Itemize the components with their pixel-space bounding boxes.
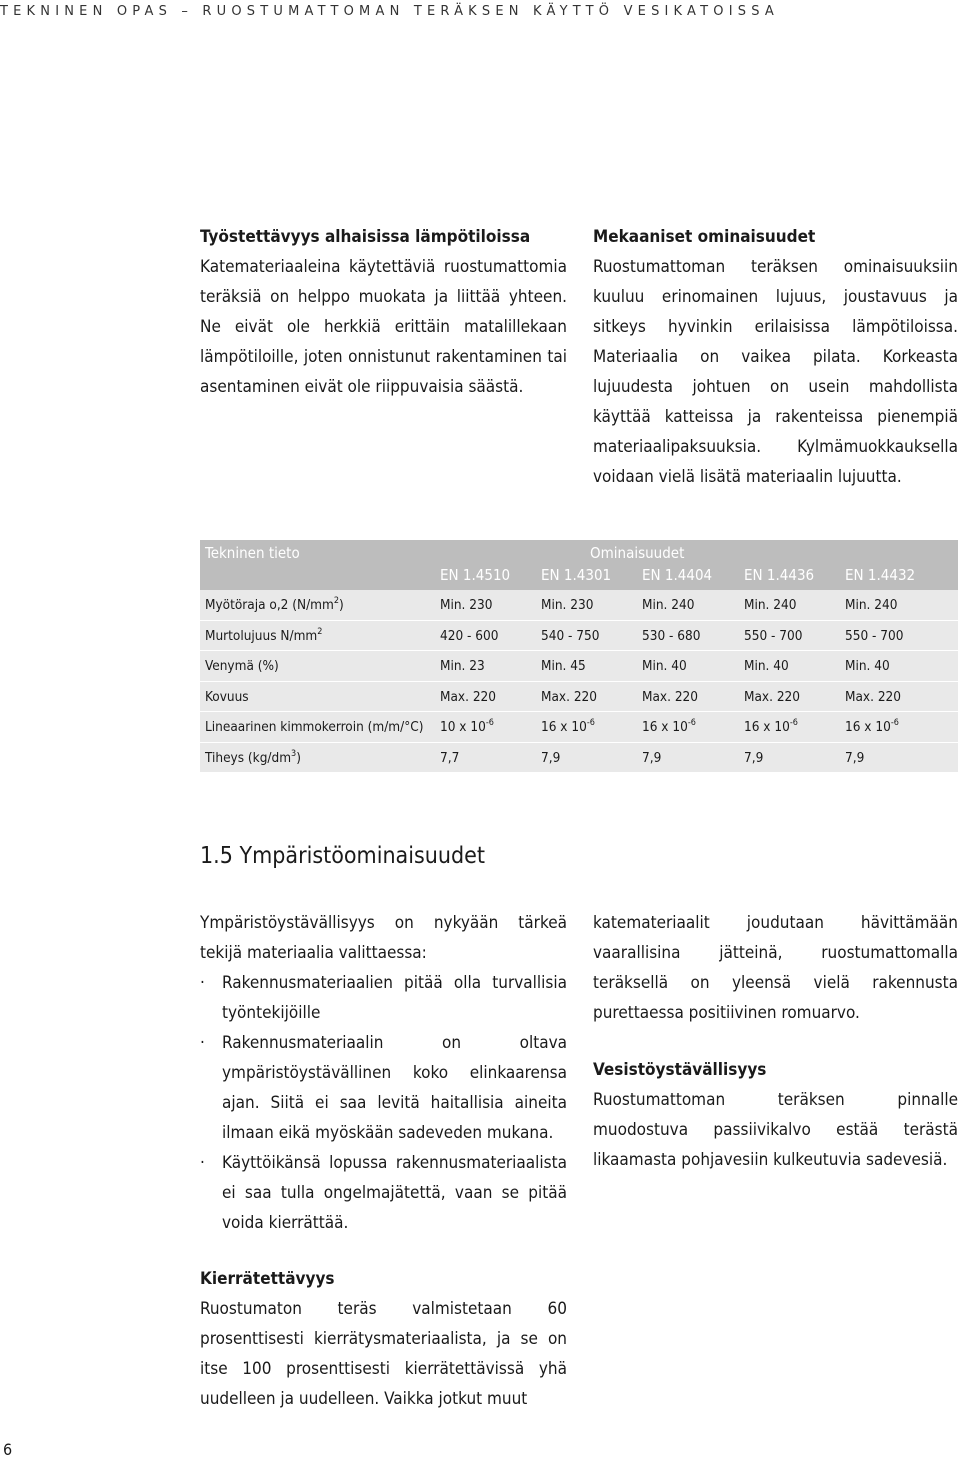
table-row bbox=[200, 712, 958, 743]
table-body bbox=[200, 590, 958, 772]
standard-column-header: EN 1.4436 bbox=[744, 566, 815, 584]
mechanical-heading: Mekaaniset ominaisuudet bbox=[593, 227, 816, 247]
cell-value: 540 - 750 bbox=[541, 627, 600, 644]
cell-value: Max. 220 bbox=[642, 688, 698, 705]
table-cell bbox=[845, 689, 901, 705]
mechanical-body: Ruostumattoman teräksen ominaisuuksiin kuuluu erinomainen lujuus, joustavuus ja sitkeys hyvinkin erilaisissa lämpötiloissa. Materiaalia on vaikea pilata. Korkeasta lujuudesta johtuen on usein mahdollista käyttää katteissa ja rakenteissa pienempiä materiaalipaksuuksia. Kylmämuokkauksella voidaan vielä lisätä materiaalin lujuutta. bbox=[593, 257, 958, 487]
table-cell bbox=[642, 750, 661, 766]
cell-value: 7,9 bbox=[845, 749, 865, 766]
cell-value: 7,9 bbox=[744, 749, 764, 766]
mechanical-section bbox=[593, 222, 958, 492]
standard-column-header: EN 1.4432 bbox=[845, 566, 916, 584]
cell-exponent: -6 bbox=[485, 718, 494, 728]
table-row bbox=[200, 590, 958, 621]
table-row-label bbox=[205, 658, 279, 674]
row-label-suffix: ) bbox=[339, 597, 344, 613]
table-row bbox=[200, 682, 958, 713]
low-temperature-heading: Työstettävyys alhaisissa lämpötiloissa bbox=[200, 227, 531, 247]
cell-value: 10 x 10 bbox=[440, 719, 486, 735]
table-cell bbox=[541, 658, 586, 674]
table-cell bbox=[744, 658, 789, 674]
cell-value: 550 - 700 bbox=[845, 627, 904, 644]
environment-section bbox=[200, 908, 567, 1238]
table-cell bbox=[744, 628, 802, 644]
row-label-text: Kovuus bbox=[205, 688, 249, 705]
table-row bbox=[200, 743, 958, 773]
cell-value: 16 x 10 bbox=[845, 719, 891, 735]
cell-value: Min. 240 bbox=[845, 597, 898, 613]
table-row bbox=[200, 651, 958, 682]
table-row-label bbox=[205, 597, 344, 613]
table-row-label bbox=[205, 719, 424, 735]
row-label-text: Tiheys (kg/dm bbox=[205, 749, 292, 766]
cell-value: 530 - 680 bbox=[642, 627, 701, 644]
cell-value: 16 x 10 bbox=[642, 719, 688, 735]
table-cell bbox=[642, 628, 700, 644]
cell-value: 7,7 bbox=[440, 749, 460, 766]
row-label-superscript: 3 bbox=[291, 748, 297, 759]
cell-value: 7,9 bbox=[642, 749, 662, 766]
standard-column-header: EN 1.4404 bbox=[642, 566, 713, 584]
environment-continuation-section bbox=[593, 908, 958, 1028]
row-label-superscript: 2 bbox=[317, 626, 323, 637]
row-label-suffix: ) bbox=[296, 749, 301, 766]
cell-exponent: -6 bbox=[890, 718, 899, 728]
table-row-label bbox=[205, 689, 249, 705]
cell-value: 7,9 bbox=[541, 749, 561, 766]
cell-value: 16 x 10 bbox=[744, 719, 790, 735]
table-cell bbox=[845, 628, 903, 644]
recycling-section bbox=[200, 1264, 567, 1414]
cell-exponent: -6 bbox=[789, 718, 798, 728]
table-cell bbox=[440, 750, 459, 766]
table-cell bbox=[642, 597, 694, 613]
cell-value: Max. 220 bbox=[845, 688, 901, 705]
table-cell bbox=[541, 689, 597, 705]
table-cell bbox=[744, 719, 798, 735]
table-cell bbox=[845, 719, 899, 735]
cell-value: Min. 240 bbox=[642, 597, 695, 613]
table-group-label: Ominaisuudet bbox=[590, 544, 685, 562]
table-cell bbox=[744, 597, 796, 613]
table-cell bbox=[642, 689, 698, 705]
table-cell bbox=[744, 689, 800, 705]
table-row bbox=[200, 621, 958, 652]
table-cell bbox=[440, 689, 496, 705]
table-cell bbox=[642, 719, 696, 735]
technical-data-table bbox=[200, 540, 958, 772]
table-header bbox=[200, 540, 958, 590]
cell-exponent: -6 bbox=[586, 718, 595, 728]
table-cell bbox=[541, 597, 593, 613]
table-cell bbox=[845, 658, 890, 674]
cell-value: Min. 240 bbox=[744, 597, 797, 613]
table-cell bbox=[440, 597, 492, 613]
row-label-text: Murtolujuus N/mm bbox=[205, 627, 318, 644]
row-label-superscript: 2 bbox=[333, 596, 339, 606]
recycling-heading: Kierrätettävyys bbox=[200, 1269, 335, 1289]
list-item: · Käyttöikänsä lopussa rakennusmateriaalista ei saa tulla ongelmajätettä, vaan se pitää voida kierrättää. bbox=[200, 1148, 567, 1238]
cell-value: Min. 40 bbox=[744, 658, 789, 674]
cell-value: Max. 220 bbox=[744, 688, 800, 705]
row-label-text: Lineaarinen kimmokerroin (m/m/°C) bbox=[205, 719, 424, 735]
row-label-text: Venymä (%) bbox=[205, 658, 279, 674]
low-temperature-body: Katemateriaaleina käytettäviä ruostumattomia teräksiä on helppo muokata ja liittää yhteen. Ne eivät ole herkkiä erittäin matalillekaan lämpötiloille, joten onnistunut rakentaminen tai asentaminen eivät ole riippuvaisia säästä. bbox=[200, 257, 567, 397]
standard-column-header: EN 1.4301 bbox=[541, 566, 612, 584]
cell-value: Min. 45 bbox=[541, 658, 586, 674]
page-number: 6 bbox=[3, 1440, 13, 1459]
table-cell bbox=[541, 719, 595, 735]
table-cell bbox=[440, 719, 494, 735]
table-cell bbox=[541, 750, 560, 766]
row-label-text: Myötöraja o,2 (N/mm bbox=[205, 597, 334, 613]
table-cell bbox=[845, 750, 864, 766]
table-header-label: Tekninen tieto bbox=[205, 544, 300, 562]
cell-value: Min. 230 bbox=[440, 597, 493, 613]
cell-value: Min. 23 bbox=[440, 658, 485, 674]
cell-value: 16 x 10 bbox=[541, 719, 587, 735]
table-cell bbox=[541, 628, 599, 644]
cell-value: 550 - 700 bbox=[744, 627, 803, 644]
water-body: Ruostumattoman teräksen pinnalle muodostuva passiivikalvo estää terästä likaamasta pohjavesiin kulkeutuvia sadevesiä. bbox=[593, 1090, 958, 1170]
table-row-label bbox=[205, 628, 322, 644]
table-cell bbox=[440, 628, 498, 644]
standard-column-header: EN 1.4510 bbox=[440, 566, 511, 584]
cell-value: Min. 40 bbox=[845, 658, 890, 674]
section-title: 1.5 Ympäristöominaisuudet bbox=[200, 843, 485, 869]
table-cell bbox=[744, 750, 763, 766]
low-temperature-section bbox=[200, 222, 567, 402]
cell-value: Min. 230 bbox=[541, 597, 594, 613]
table-cell bbox=[845, 597, 897, 613]
water-heading: Vesistöystävällisyys bbox=[593, 1060, 767, 1080]
table-cell bbox=[440, 658, 485, 674]
table-cell bbox=[642, 658, 687, 674]
cell-value: Min. 40 bbox=[642, 658, 687, 674]
cell-exponent: -6 bbox=[687, 718, 696, 728]
cell-value: Max. 220 bbox=[541, 688, 597, 705]
cell-value: Max. 220 bbox=[440, 688, 496, 705]
list-item: · Rakennusmateriaalin on oltava ympäristöystävällinen koko elinkaarensa ajan. Siitä ei saa levitä haitallisia aineita ilmaan eikä myöskään sadeveden mukana. bbox=[200, 1028, 567, 1148]
environment-intro: Ympäristöystävällisyys on nykyään tärkeä tekijä materiaalia valittaessa: bbox=[200, 913, 567, 963]
water-section bbox=[593, 1055, 958, 1175]
cell-value: 420 - 600 bbox=[440, 627, 499, 644]
environment-continuation: katemateriaalit joudutaan hävittämään vaarallisina jätteinä, ruostumattomalla teräksellä on yleensä vielä rakennusta purettaessa positiivinen romuarvo. bbox=[593, 913, 958, 1023]
list-item: · Rakennusmateriaalien pitää olla turvallisia työntekijöille bbox=[200, 968, 567, 1028]
environment-bullet-list bbox=[200, 968, 567, 1238]
recycling-body: Ruostumaton teräs valmistetaan 60 prosenttisesti kierrätysmateriaalista, ja se on itse 100 prosenttisesti kierrätettävissä yhä uudelleen ja uudelleen. Vaikka jotkut muut bbox=[200, 1299, 567, 1409]
table-row-label bbox=[205, 750, 301, 766]
running-header: TEKNINEN OPAS – RUOSTUMATTOMAN TERÄKSEN KÄYTTÖ VESIKATOISSA bbox=[0, 4, 779, 19]
